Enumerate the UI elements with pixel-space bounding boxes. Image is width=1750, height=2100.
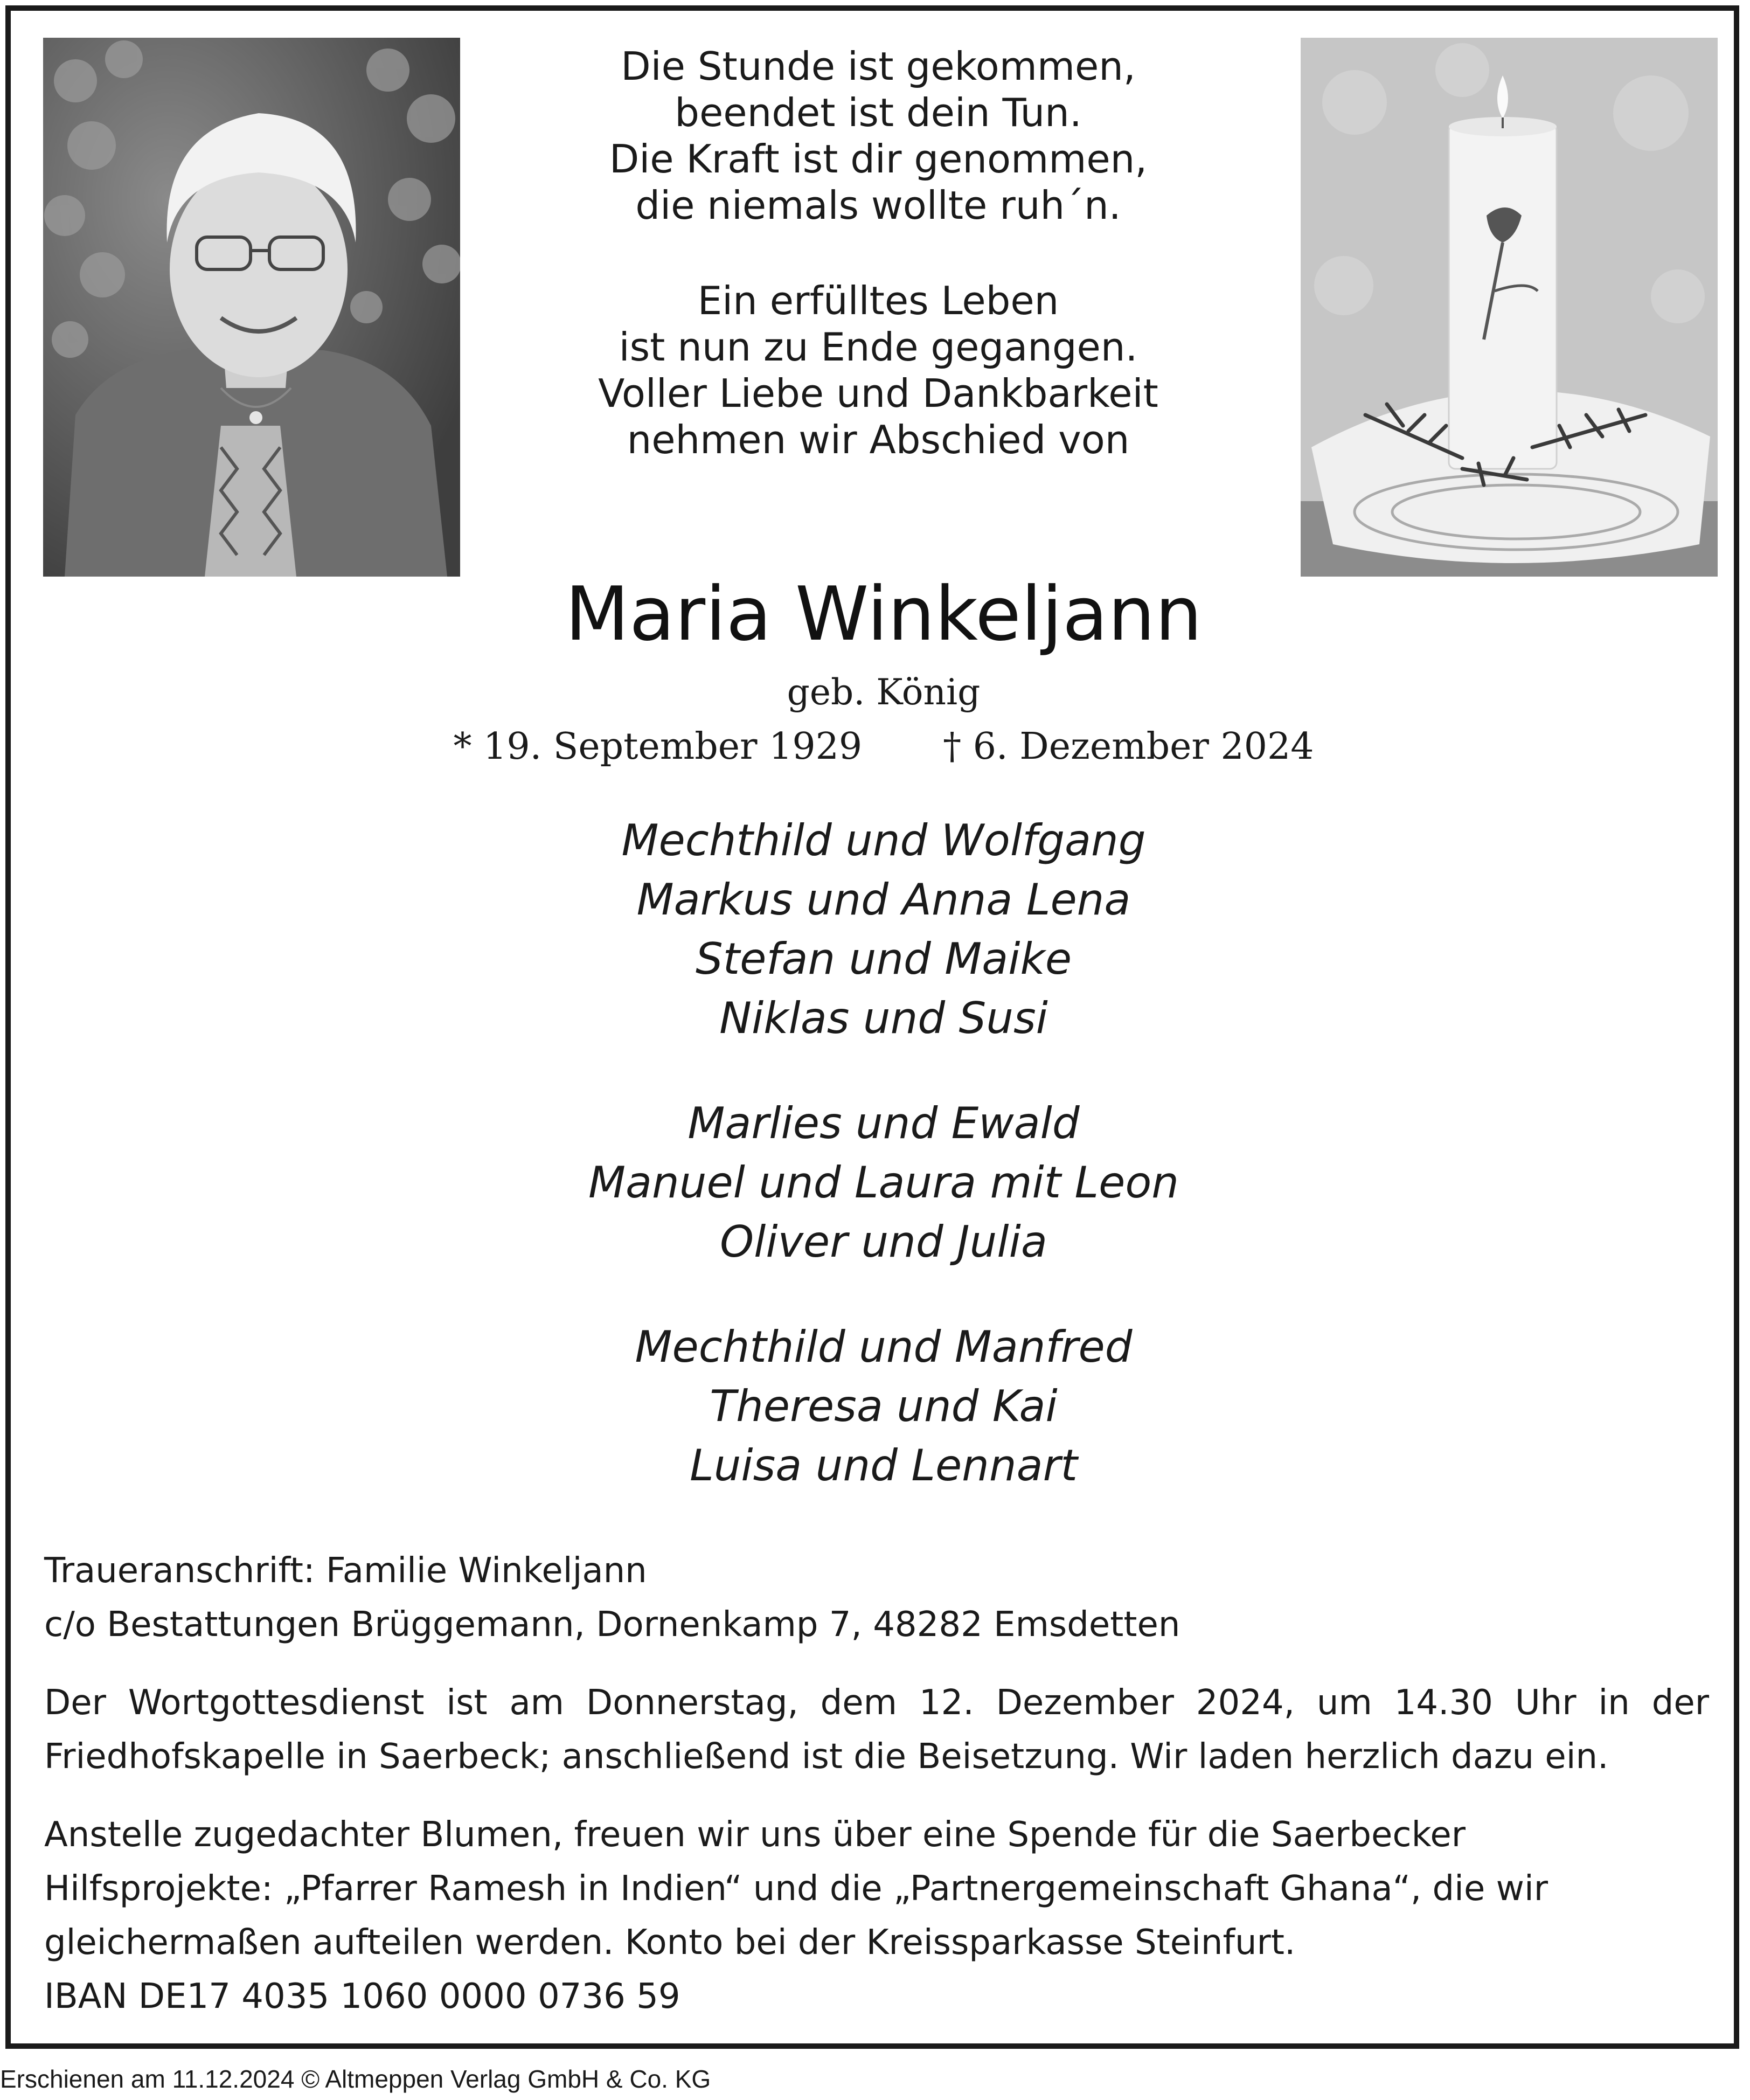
iban: IBAN DE17 4035 1060 0000 0736 59 xyxy=(44,1977,680,2016)
life-dates xyxy=(323,725,1444,769)
poem-line: beendet ist dein Tun. xyxy=(675,90,1082,135)
poem-line: Die Stunde ist gekommen, xyxy=(621,44,1136,89)
birth-date: * 19. September 1929 xyxy=(453,725,863,768)
family-line: Theresa und Kai xyxy=(710,1381,1058,1431)
family-line: Luisa und Lennart xyxy=(690,1440,1078,1491)
address-line: Traueranschrift: Familie Winkeljann xyxy=(44,1551,647,1591)
family-line: Mechthild und Wolfgang xyxy=(621,815,1146,865)
family-group-1 xyxy=(431,811,1336,1048)
family-line: Oliver und Julia xyxy=(720,1217,1047,1267)
birth-name: geb. König xyxy=(787,671,981,713)
address-line: c/o Bestattungen Brüggemann, Dornenkamp 7, 48282 Emsdetten xyxy=(44,1605,1180,1645)
candle-photo xyxy=(1301,38,1718,577)
family-line: Markus und Anna Lena xyxy=(636,875,1131,925)
family-line: Manuel und Laura mit Leon xyxy=(588,1158,1179,1208)
donation-line: Anstelle zugedachter Blumen, freuen wir uns über eine Spende für die Saerbecker xyxy=(44,1815,1466,1855)
poem-line: Die Kraft ist dir genommen, xyxy=(609,136,1148,182)
family-line: Stefan und Maike xyxy=(695,934,1072,984)
publication-footer: Erschienen am 11.12.2024 © Altmeppen Verlag GmbH & Co. KG xyxy=(0,2065,711,2093)
donation-info xyxy=(44,1808,1709,2023)
poem-line: nehmen wir Abschied von xyxy=(627,417,1130,462)
poem-line: Ein erfülltes Leben xyxy=(697,278,1059,323)
donation-line: gleichermaßen aufteilen werden. Konto bei der Kreissparkasse Steinfurt. xyxy=(44,1923,1296,1963)
service-text: Der Wortgottesdienst ist am Donnerstag, dem 12. Dezember 2024, um 14.30 Uhr in der Friedhofskapelle in Saerbeck; anschließend ist die Beisetzung. Wir laden herzlich dazu ein. xyxy=(44,1683,1709,1777)
poem-line: ist nun zu Ende gegangen. xyxy=(619,324,1138,370)
service-info xyxy=(44,1676,1709,1784)
poem-line: Voller Liebe und Dankbarkeit xyxy=(598,371,1158,416)
family-line: Mechthild und Manfred xyxy=(635,1322,1133,1372)
poem-stanza-1 xyxy=(517,43,1239,228)
family-line: Niklas und Susi xyxy=(719,993,1048,1043)
portrait-photo xyxy=(43,38,460,577)
poem-stanza-2 xyxy=(517,278,1239,463)
deceased-name: Maria Winkeljann xyxy=(565,571,1203,657)
mourning-address xyxy=(44,1544,1709,1652)
family-line: Marlies und Ewald xyxy=(688,1098,1080,1148)
family-group-3 xyxy=(431,1318,1336,1495)
donation-line: Hilfsprojekte: „Pfarrer Ramesh in Indien“ und die „Partnergemeinschaft Ghana“, die wir xyxy=(44,1869,1548,1909)
poem-line: die niemals wollte ruh´n. xyxy=(635,183,1121,228)
death-date: † 6. Dezember 2024 xyxy=(943,725,1314,768)
family-group-2 xyxy=(431,1094,1336,1272)
